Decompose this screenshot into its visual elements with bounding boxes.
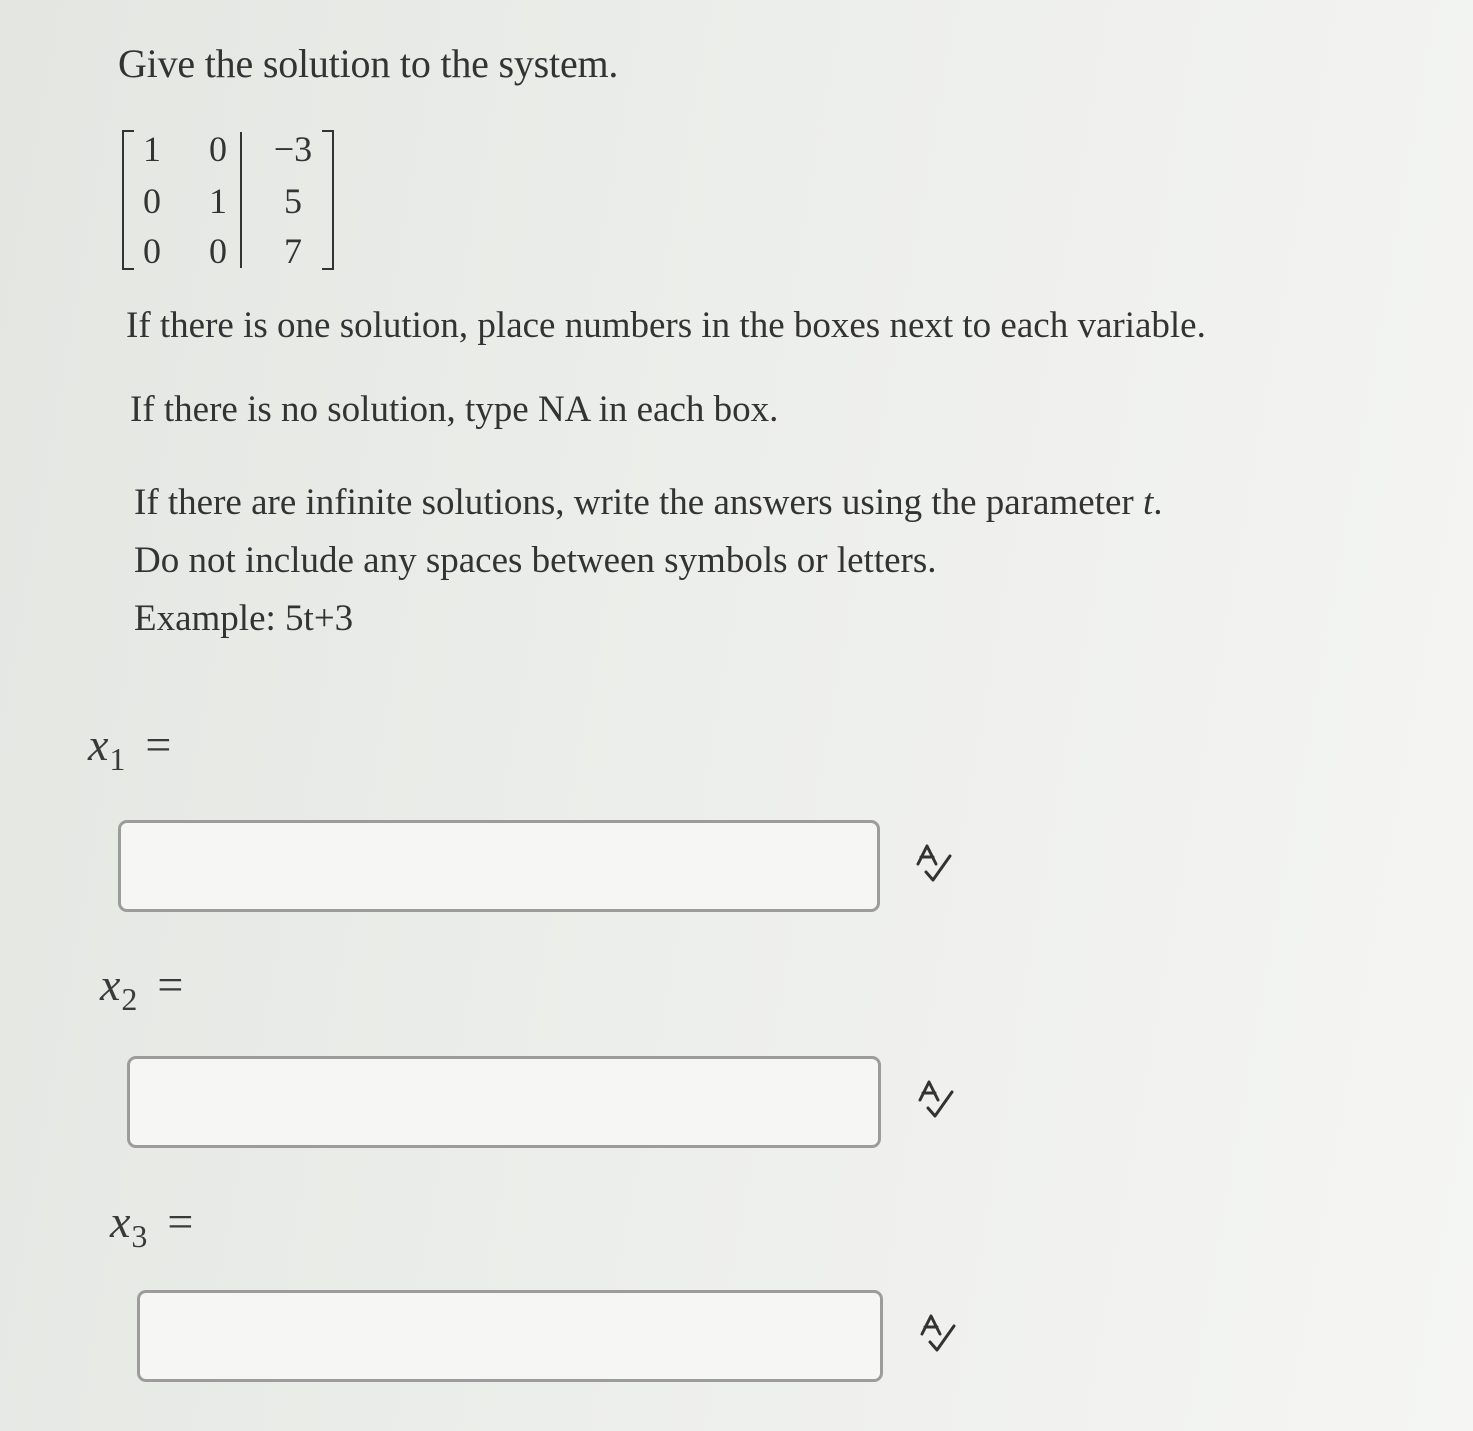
answer-input-x3[interactable] [137,1290,883,1382]
equals-sign: = [145,719,172,770]
instruction-infinite-block [134,474,1162,648]
equals-sign: = [167,1196,194,1247]
matrix-cell-r3c2: 0 [209,231,227,271]
variable-subscript: 3 [131,1218,148,1254]
variable-name: x [100,959,121,1010]
instruction-infinite-end: . [1153,482,1163,523]
equals-sign: = [157,959,184,1010]
matrix-cell-r1c3: −3 [273,129,313,169]
matrix-cell-r1c2: 0 [209,129,227,169]
matrix-cell-r1c1: 1 [143,129,161,169]
matrix-cell-r2c3: 5 [284,181,302,221]
spellcheck-icon[interactable] [914,1078,958,1124]
matrix-cell-r2c2: 1 [209,181,227,221]
answer-input-x2[interactable] [127,1056,881,1148]
spellcheck-icon[interactable] [912,842,956,888]
instruction-infinite-text: If there are infinite solutions, write the answers using the parameter [134,482,1143,523]
variable-subscript: 2 [121,981,138,1017]
matrix-cell-r3c3: 7 [284,231,302,271]
answer-input-x1[interactable] [118,820,880,912]
variable-label-x2 [100,958,184,1017]
instruction-infinite [134,474,1162,532]
augmented-matrix [122,126,334,276]
variable-label-x1 [88,718,172,777]
parameter-symbol: t [1142,482,1154,523]
instruction-no-spaces: Do not include any spaces between symbols or letters. [134,540,937,581]
matrix-cell-r2c1: 0 [143,181,161,221]
question-title: Give the solution to the system. [118,41,619,86]
instruction-example: Example: 5t+3 [134,598,354,639]
instruction-one-solution: If there is one solution, place numbers in the boxes next to each variable. [126,305,1206,346]
matrix-cell-r3c1: 0 [143,231,161,271]
variable-name: x [88,719,109,770]
variable-name: x [110,1196,131,1247]
instruction-no-solution: If there is no solution, type NA in each box. [130,389,779,430]
variable-subscript: 1 [109,741,126,777]
augment-divider [240,132,242,268]
variable-label-x3 [110,1195,194,1254]
spellcheck-icon[interactable] [916,1312,960,1358]
